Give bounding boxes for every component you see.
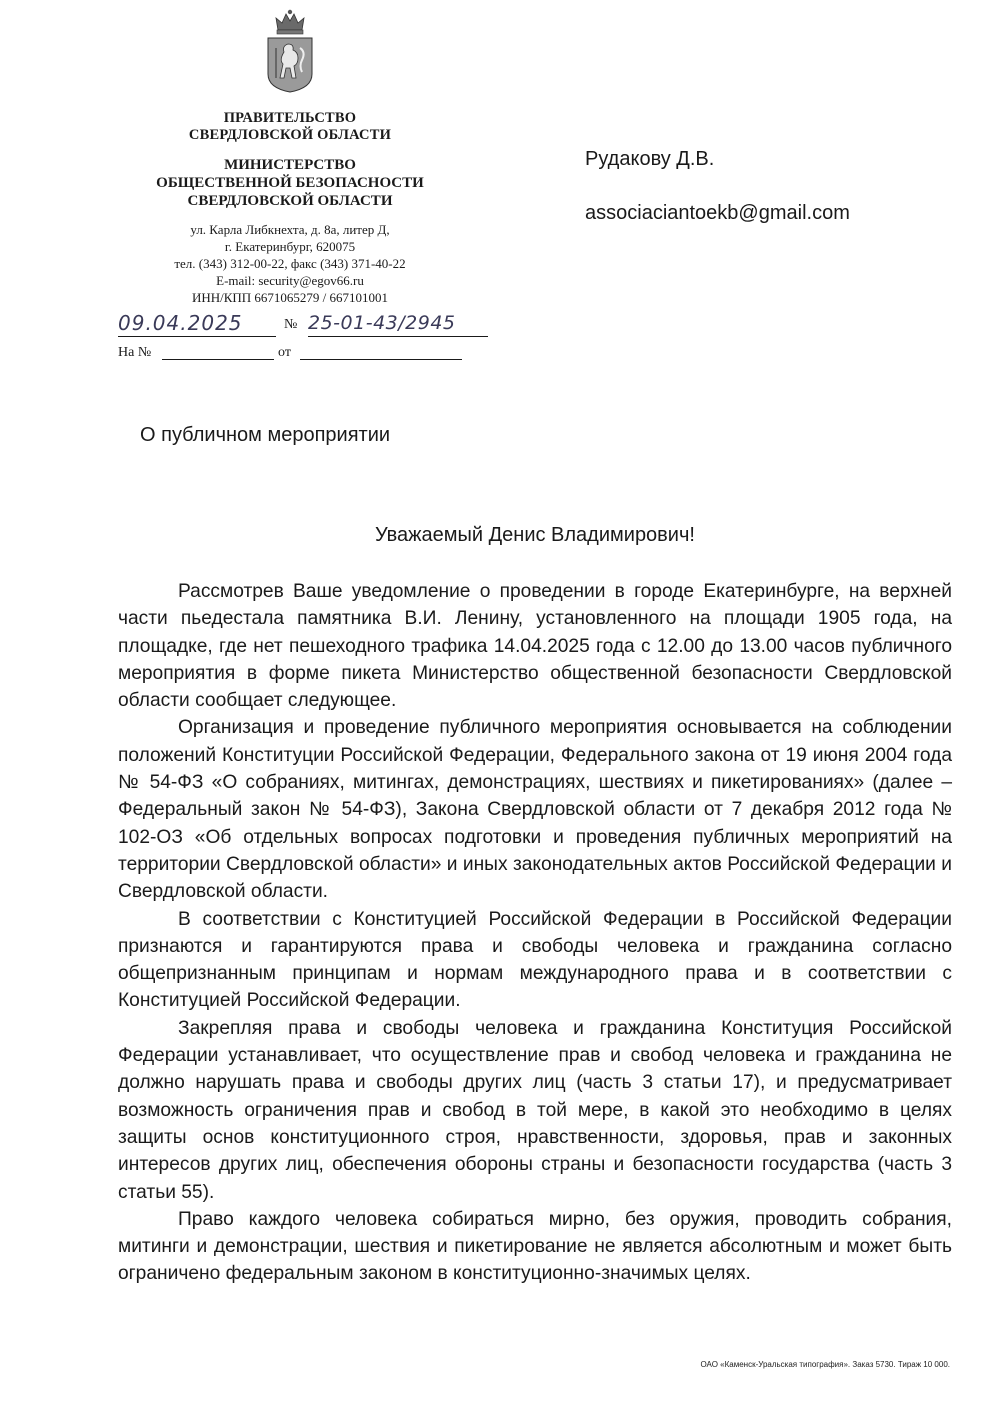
government-title — [100, 110, 480, 144]
government-title-line: ПРАВИТЕЛЬСТВО — [223, 110, 357, 126]
contact-email-line: E-mail: security@egov66.ru — [216, 273, 364, 288]
contact-city-line: г. Екатеринбург, 620075 — [224, 239, 356, 254]
registration-number: 25-01-43/2945 — [308, 310, 488, 337]
salutation: Уважаемый Денис Владимирович! — [375, 524, 695, 546]
ministry-title-line: СВЕРДЛОВСКОЙ ОБЛАСТИ — [187, 193, 393, 209]
reference-number-label: На № — [118, 345, 152, 360]
reference-number-blank — [162, 359, 274, 360]
reference-line — [118, 345, 478, 365]
body-paragraph: Закрепляя права и свободы человека и гражданина Конституция Российской Федерации устанавливает, что осуществление прав и свобод человека и гражданина не должно нарушать права и свободы других лиц (часть 3 статьи 17), и предусматривает возможность ограничения прав и свобод в той мере, в какой это необходимо в целях защиты основ конституционного строя, нравственности, здоровья, прав и законных интересов других лиц, обеспечения обороны страны и безопасности государства (часть 3 статьи 55). — [118, 1017, 952, 1203]
letterhead — [100, 8, 480, 306]
reference-date-label: от — [278, 345, 291, 360]
registration-date: 09.04.2025 — [118, 310, 276, 337]
registration-number-sign: № — [284, 317, 298, 332]
contact-address-line: ул. Карла Либкнехта, д. 8а, литер Д, — [190, 222, 390, 237]
letter-subject: О публичном мероприятии — [140, 424, 391, 446]
body-paragraph: В соответствии с Конституцией Российской Федерации в Российской Федерации признаются и гарантируются права и свободы человека и гражданина согласно общепризнанным принципам и нормам международного права и в соответствии с Конституцией Российской Федерации. — [118, 908, 952, 1012]
body-paragraph: Право каждого человека собираться мирно, без оружия, проводить собрания, митинги и демонстрации, шествия и пикетирование не является абсолютным и может быть ограничено федеральным законом в конституционно-значимых целях. — [118, 1208, 952, 1285]
ministry-contacts — [100, 221, 480, 306]
contact-phone-line: тел. (343) 312-00-22, факс (343) 371-40-22 — [174, 256, 406, 271]
reference-date-blank — [300, 359, 462, 360]
addressee-block — [585, 145, 965, 227]
ministry-title-line: ОБЩЕСТВЕННОЙ БЕЗОПАСНОСТИ — [156, 175, 424, 191]
coat-of-arms-icon — [262, 8, 318, 94]
addressee-email: associaciantoekb@gmail.com — [585, 202, 850, 224]
body-paragraph: Организация и проведение публичного мероприятия основывается на соблюдении положений Конституции Российской Федерации, Федерального закона от 19 июня 2004 года № 54-ФЗ «О собраниях, митингах, демонстрациях, шествиях и пикетированиях» (далее – Федеральный закон № 54-ФЗ), Закона Свердловской области от 7 декабря 2012 года № 102-ОЗ «Об отдельных вопросах подготовки и проведения публичных мероприятий на территории Свердловской области» и иных законодательных актов Российской Федерации и Свердловской области. — [118, 717, 952, 903]
ministry-title-line: МИНИСТЕРСТВО — [224, 157, 356, 173]
body-paragraph: Рассмотрев Ваше уведомление о проведении в городе Екатеринбурге, на верхней части пьедестала памятника В.И. Ленину, установленного на площади 1905 года, на площадке, где нет пешеходного трафика 14.04.2025 года с 12.00 до 13.00 часов публичного мероприятия в форме пикета Министерство общественной безопасности Свердловской области сообщает следующее. — [118, 581, 952, 712]
ministry-title — [100, 156, 480, 210]
printer-imprint: ОАО «Каменск-Уральская типография». Заказ 5730. Тираж 10 000. — [700, 1360, 950, 1369]
letter-body — [118, 578, 952, 1288]
contact-inn-line: ИНН/КПП 6671065279 / 667101001 — [191, 290, 389, 305]
government-title-line: СВЕРДЛОВСКОЙ ОБЛАСТИ — [188, 127, 392, 143]
addressee-name: Рудакову Д.В. — [585, 148, 715, 170]
registration-line — [118, 310, 518, 342]
